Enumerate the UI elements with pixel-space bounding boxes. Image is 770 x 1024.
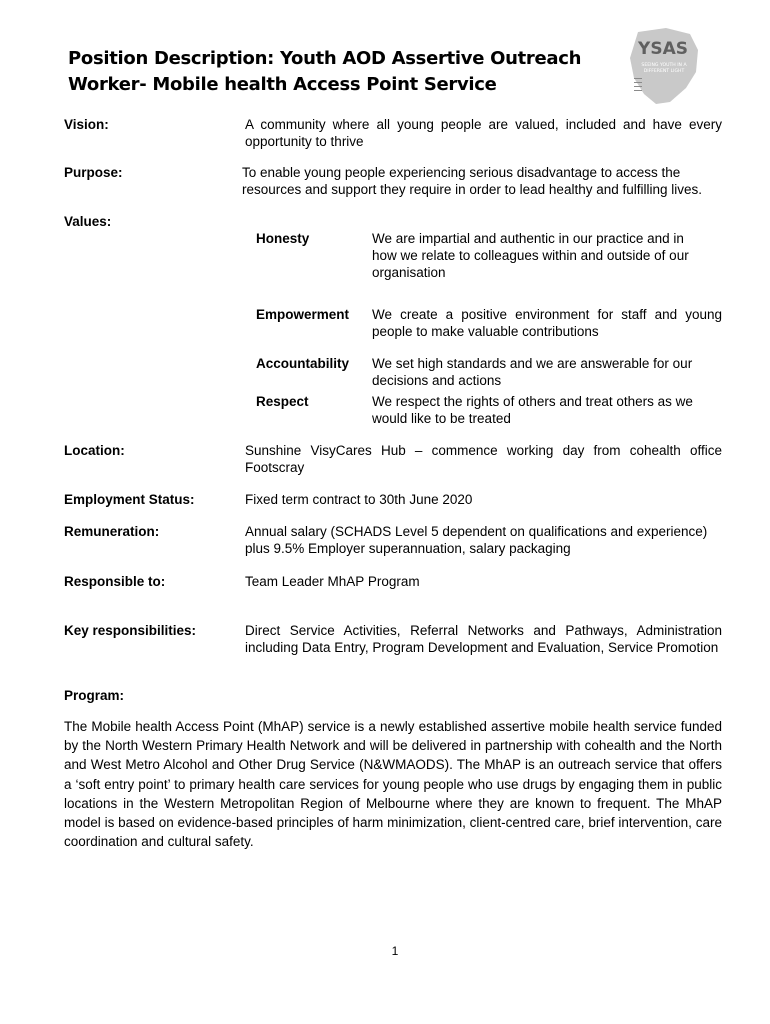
value-honesty-name: Honesty — [256, 231, 310, 246]
employment-status-label: Employment Status: — [64, 492, 195, 507]
logo-wordmark: YSAS — [638, 39, 688, 59]
svg-text:SEEING YOUTH IN A: SEEING YOUTH IN A — [641, 63, 687, 68]
purpose-value: To enable young people experiencing serious disadvantage to access the resources and support they require in order to lead healthy and fulfilling lives. — [242, 165, 703, 197]
value-accountability-desc: We set high standards and we are answerable for our decisions and actions — [372, 356, 693, 388]
value-honesty-desc: We are impartial and authentic in our practice and in how we relate to colleagues within and outside of our organisation — [372, 231, 689, 280]
responsible-to-value: Team Leader MhAP Program — [245, 574, 420, 589]
document-title-line-1: Position Description: Youth AOD Assertive Outreach — [68, 48, 582, 69]
location-label: Location: — [64, 443, 125, 458]
value-empowerment-name: Empowerment — [256, 307, 350, 322]
key-responsibilities-value: Direct Service Activities, Referral Networks and Pathways, Administration including Data Entry, Program Development and Evaluation, Service Promotion — [245, 623, 722, 655]
employment-status-value: Fixed term contract to 30th June 2020 — [245, 492, 473, 507]
vision-label: Vision: — [64, 117, 109, 132]
program-label: Program: — [64, 688, 125, 703]
responsible-to-label: Responsible to: — [64, 574, 166, 589]
page-number: 1 — [391, 944, 399, 958]
remuneration-label: Remuneration: — [64, 524, 160, 539]
document-title-line-2: Worker- Mobile health Access Point Service — [68, 74, 497, 95]
value-respect-name: Respect — [256, 394, 309, 409]
purpose-label: Purpose: — [64, 165, 123, 180]
key-responsibilities-label: Key responsibilities: — [64, 623, 197, 638]
program-body: The Mobile health Access Point (MhAP) service is a newly established assertive mobile health service funded by the North Western Primary Health Network and will be delivered in partnership with cohealth and the North and West Metro Alcohol and Other Drug Service (N&WMAODS). The MhAP is an outreach service that offers a ‘soft entry point’ to primary health care services for young people who use drugs by engaging them in public locations in the Western Metropolitan Region of Melbourne where they are known to frequent. The MhAP model is based on evidence-based principles of harm minimization, client-centred care, brief intervention, care coordination and cultural safety. — [64, 719, 722, 850]
value-accountability-name: Accountability — [256, 356, 350, 371]
value-respect-desc: We respect the rights of others and treat others as we would like to be treated — [372, 394, 693, 426]
remuneration-value: Annual salary (SCHADS Level 5 dependent on qualifications and experience) plus 9.5% Employer superannuation, salary packaging — [245, 524, 708, 556]
svg-text:DIFFERENT LIGHT: DIFFERENT LIGHT — [643, 69, 685, 74]
vision-value: A community where all young people are valued, included and have every opportunity to thrive — [245, 117, 722, 149]
values-label: Values: — [64, 214, 112, 229]
value-empowerment-desc: We create a positive environment for staff and young people to make valuable contributions — [372, 307, 722, 339]
location-value: Sunshine VisyCares Hub – commence working day from cohealth office Footscray — [245, 443, 722, 475]
document-title — [68, 46, 588, 98]
ysas-logo — [626, 28, 700, 106]
ysas-logo-graphic — [626, 28, 700, 106]
